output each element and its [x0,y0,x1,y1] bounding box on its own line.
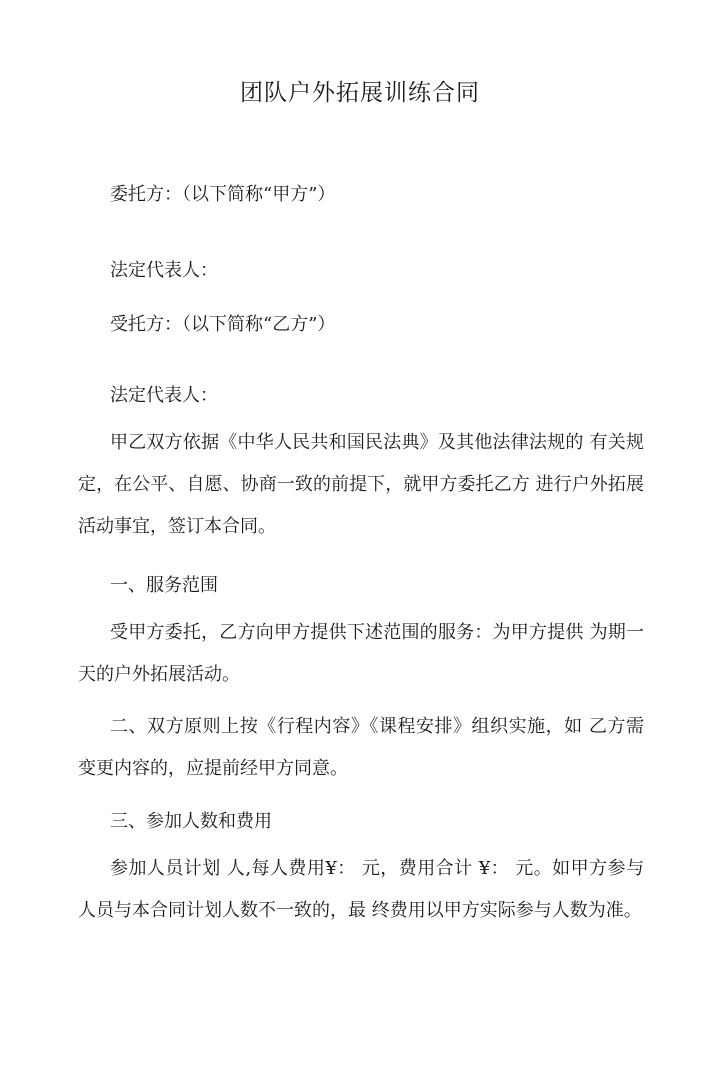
section-1-body: 受甲方委托，乙方向甲方提供下述范围的服务：为甲方提供 为期一天的户外拓展活动。 [78,622,644,685]
contractor-party-line: 受托方：（以下简称“乙方”） [110,314,336,335]
section-3-heading: 三、参加人数和费用 [110,811,272,832]
intro-paragraph: 甲乙双方依据《中华人民共和国民法典》及其他法律法规的 有关规定，在公平、自愿、协商一致的前提下，就甲方委托乙方 进行户外拓展活动事宜，签订本合同。 [78,432,644,537]
client-legal-representative: 法定代表人： [110,260,218,281]
client-party-line: 委托方：（以下简称“甲方”） [110,184,336,205]
document-title: 团队户外拓展训练合同 [240,80,480,106]
contractor-legal-representative: 法定代表人： [110,385,218,406]
section-1-heading: 一、服务范围 [110,575,218,596]
section-3-body: 参加人员计划 人,每人费用¥： 元，费用合计 ¥： 元。如甲方参与人员与本合同计划人数不一致的，最 终费用以甲方实际参与人数为准。 [78,858,644,921]
section-2-body: 二、双方原则上按《行程内容》《课程安排》组织实施，如 乙方需变更内容的，应提前经甲方同意。 [78,716,644,779]
